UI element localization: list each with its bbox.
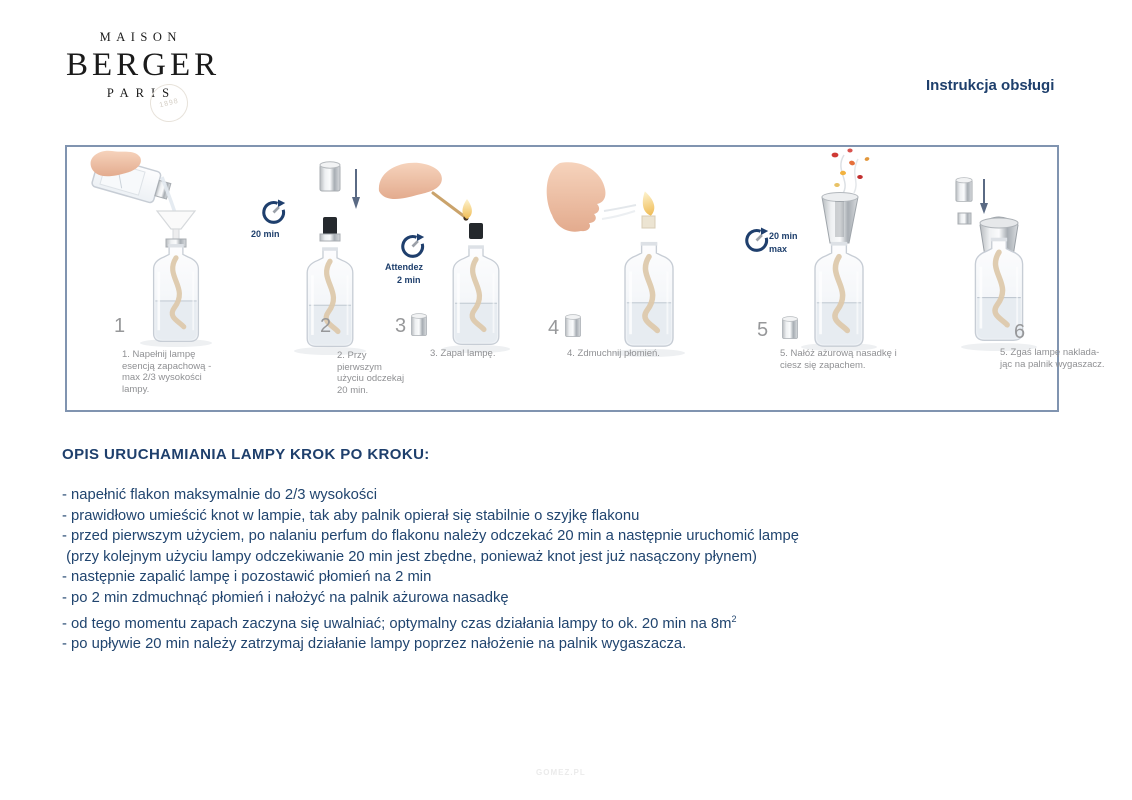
step6-illustration-snuff (932, 157, 1057, 352)
instruction-line: - po upływie 20 min należy zatrzymaj działanie lampy poprzez nałożenie na palnik wygaszacza. (62, 636, 687, 653)
fragrance-petals (832, 149, 870, 196)
timer-label: 20 min (769, 231, 798, 241)
brand-stamp-badge: 1898 (146, 80, 192, 126)
timer-clock-icon (743, 227, 770, 254)
brand-logo-paris: PARIS (106, 86, 177, 100)
burner-ring (958, 213, 971, 224)
flame (640, 190, 657, 217)
timer-label: max (769, 244, 788, 254)
step-caption: 1. Napełnij lampę esencją zapachową - max 2/3 wysokości lampy. (122, 349, 212, 395)
wick-top (642, 216, 655, 228)
page-title: Instrukcja obsługi (926, 77, 1055, 94)
blow-line (604, 205, 636, 211)
step-caption: 4. Zdmuchnij płomień. (567, 348, 660, 359)
instruction-line: - prawidłowo umieścić knot w lampie, tak aby palnik opierał się stabilnie o szyjkę flakonu (62, 507, 640, 524)
lamp-bottle (625, 242, 673, 346)
burner-ring (320, 234, 340, 241)
step-caption: 2. Przy pierwszym użyciu odczekaj 20 min. (337, 350, 405, 396)
lamp-bottle (154, 244, 199, 341)
face-profile (547, 162, 606, 231)
step-number: 5 (757, 319, 769, 341)
step-3 (377, 147, 532, 414)
step-number: 2 (320, 315, 332, 337)
blow-line (602, 211, 635, 219)
match-stick (433, 193, 465, 217)
section-heading: OPIS URUCHAMIANIA LAMPY KROK PO KROKU: (62, 446, 430, 463)
openwork-crown-top (822, 193, 858, 244)
silver-cap-icon (781, 315, 799, 341)
silver-cap-icon (564, 313, 582, 339)
instruction-line: (przy kolejnym użyciu lampy odczekiwanie 20 min jest zbędne, ponieważ knot jest już nasączony płynem) (62, 548, 757, 565)
timer-label: 2 min (397, 275, 421, 285)
step-number: 1 (114, 315, 126, 337)
steps-panel (65, 145, 1105, 412)
step-caption: 5. Zgaś lampę naklada- jąc na palnik wygaszacz. (1000, 347, 1105, 370)
timer-label: Attendez (385, 262, 423, 272)
black-burner (469, 223, 483, 239)
squared-sup: 2 (731, 613, 737, 624)
timer-clock-icon (399, 233, 426, 260)
funnel (157, 211, 195, 247)
instruction-line: - przed pierwszym użyciem, po nalaniu perfum do flakonu należy odczekać 20 min a następnie uruchomić lampę (62, 528, 799, 545)
instruction-line: - od tego momentu zapach zaczyna się uwalniać; optymalny czas działania lampy to ok. 20 min na $8m^2$ (62, 613, 737, 632)
lamp-bottle (815, 242, 863, 346)
match-flame (462, 199, 471, 219)
step1-illustration-pouring (82, 147, 232, 347)
instructions-list (62, 485, 1042, 655)
step-6 (907, 147, 1105, 414)
step-number: 6 (1014, 321, 1026, 343)
step-caption: 3. Zapal lampę. (430, 348, 496, 359)
step-caption: 5. Nałóż ażurową nasadkę i ciesz się zapachem. (780, 348, 897, 371)
silver-cap (320, 162, 340, 191)
arrow-down-icon (980, 179, 988, 214)
arrow-down-icon (352, 169, 360, 209)
watermark: GOMEZ.PL (536, 768, 586, 777)
step-5 (732, 147, 897, 414)
step-4 (532, 147, 707, 414)
timer-label: 20 min (251, 229, 280, 239)
step-number: 3 (395, 315, 407, 337)
step2-illustration-wait (272, 155, 392, 355)
instruction-line: - następnie zapalić lampę i pozostawić płomień na 2 min (62, 569, 432, 586)
silver-cap (956, 178, 972, 202)
instruction-line: - po 2 min zdmuchnąć płomień i nałożyć na palnik ażurowa nasadkę (62, 589, 509, 606)
brand-logo-berger: BERGER (66, 47, 221, 83)
lamp-bottle (453, 245, 499, 344)
instruction-line: - napełnić flakon maksymalnie do 2/3 wysokości (62, 487, 377, 503)
black-burner (323, 217, 337, 235)
brand-logo (62, 30, 221, 101)
step-1 (77, 147, 247, 414)
silver-cap-icon (410, 312, 428, 338)
brand-logo-maison: MAISON (99, 30, 182, 44)
step-number: 4 (548, 317, 560, 339)
